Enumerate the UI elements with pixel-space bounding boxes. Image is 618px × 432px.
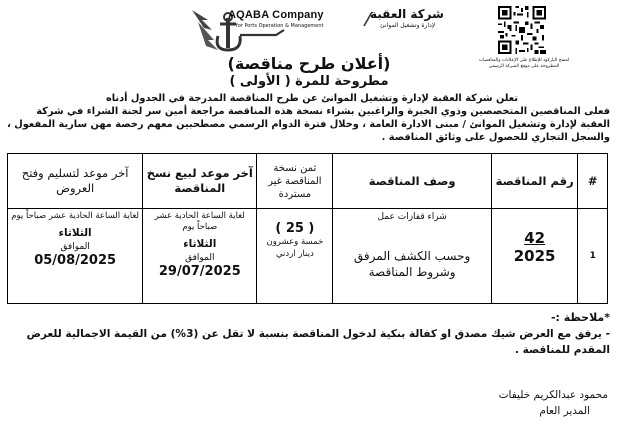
tender-desc-terms: وحسب الكشف المرفق وشروط المناقصة (353, 249, 471, 279)
header-close-deadline: آخر موعد لتسليم وفتح العروض (8, 154, 143, 209)
sell-date: 29/07/2025 (158, 264, 241, 279)
sell-day: الثلاثاء (183, 238, 217, 250)
tender-ref-cell (491, 209, 578, 304)
sell-corr: الموافق (185, 253, 215, 263)
company-subtitle-ar: لإدارة وتشغيل الموانئ (380, 22, 436, 29)
close-deadline-cell (8, 209, 143, 304)
tender-desc-title: شراء قفازات عمل (377, 212, 447, 222)
sell-time: لغاية الساعة الحادية عشر صباحاً يوم (154, 211, 245, 232)
intro-line-2: فعلى المناقصين المتخصصين وذوي الخبرة والراغبين بشراء نسخة هذه المناقصة مراجعة أمين سر لجنة الشراء في شركة العقبة لإدارة وتشغيل الموانئ / مبنى الادارة العامة ، وخلال فترة الدوام الرسمي مصطحبين معهم رخصة مهن سارية المفعول ، والسجل التجاري للحصول على وثائق المناقصة . (7, 106, 610, 143)
price-cell (257, 209, 333, 304)
company-subtitle-en: for Ports Operation & Management (236, 23, 324, 29)
intro-text (6, 92, 610, 144)
header-sell-deadline: آخر موعد لبيع نسخ المناقصة (143, 154, 257, 209)
company-name-en: AQABA Company (228, 9, 324, 21)
tender-desc-cell (333, 209, 491, 304)
company-name-ar: شركة العقبة (370, 7, 444, 21)
close-time: لغاية الساعة الحادية عشر صباحاً يوم (11, 211, 140, 221)
note-heading: *ملاحظة :- (550, 311, 610, 324)
tender-ref-year: 2025 (513, 247, 556, 265)
qr-code-icon (498, 6, 546, 54)
page-title: (أعلان طرح مناقصة) (227, 54, 391, 73)
intro-line-1: تعلن شركة العقبة لإدارة وتشغيل الموانئ عن طرح المناقصة المدرجة في الجدول أدناه (105, 93, 518, 104)
row-number: 1 (578, 209, 608, 304)
table-row (8, 209, 608, 304)
table-header-row (8, 154, 608, 209)
qr-caption: امسح الباركود للإطلاع على الإعلانات والمناقصات المطروحة على موقع الشركة الرسمي (478, 58, 570, 69)
tender-table (7, 153, 608, 304)
price-value: ( 25 ) (275, 221, 315, 236)
signatory-name: محمود عبدالكريم خليفات (498, 389, 608, 401)
tender-ref-number: 42 (524, 229, 546, 247)
page-subtitle: مطروحة للمرة ( الأولى ) (229, 74, 389, 89)
header-tender-ref: رقم المناقصة (491, 154, 578, 209)
note-body: - يرفق مع العرض شيك مصدق او كفالة بنكية لدخول المناقصة بنسبة لا تقل عن (3%) من القيمة الاجمالية للعرض المقدم للمناقصة . (26, 328, 610, 356)
price-words: خمسة وعشرون دينار اردني (266, 237, 324, 259)
header-number: # (578, 154, 608, 209)
sell-deadline-cell (143, 209, 257, 304)
header-price: ثمن نسخة المناقصة غير مستردة (257, 154, 333, 209)
close-corr: الموافق (60, 242, 90, 252)
close-day: الثلاثاء (58, 227, 92, 239)
signatory-title: المدير العام (539, 405, 590, 417)
header-tender-desc: وصف المناقصة (333, 154, 491, 209)
close-date: 05/08/2025 (34, 253, 117, 268)
